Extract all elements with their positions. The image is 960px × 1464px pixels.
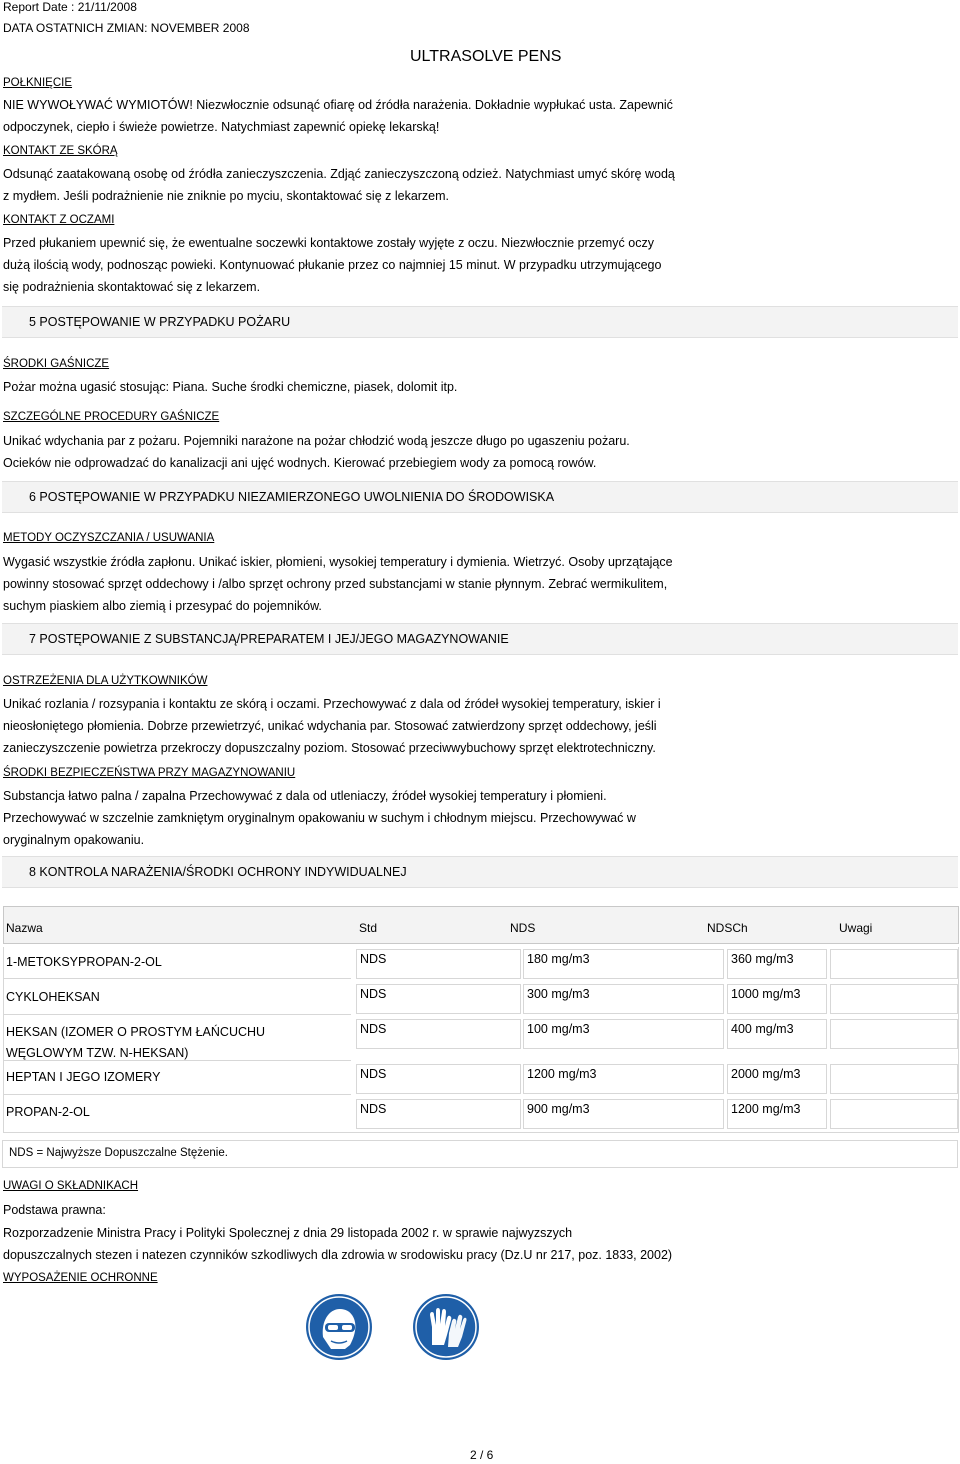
eye-contact-label: KONTAKT Z OCZAMI — [3, 214, 115, 226]
table-cell-nds: 300 mg/m3 — [523, 984, 724, 1014]
safety-goggles-icon — [305, 1293, 373, 1361]
table-cell-std: NDS — [356, 984, 521, 1014]
nds-footnote: NDS = Najwyższe Dopuszczalne Stężenie. — [9, 1147, 228, 1159]
legal-basis-line-1: Rozporzadzenie Ministra Pracy i Polityki Spolecznej z dnia 29 listopada 2002 r. w sprawie najwyzszych — [3, 1226, 573, 1240]
user-warnings-line-3: zanieczyszczenie powietrza przekroczy dopuszczalny poziom. Stosować przeciwwybuchowy sprzęt elektrotechniczny. — [3, 741, 656, 755]
cleanup-methods-line-1: Wygasić wszystkie źródła zapłonu. Unikać iskier, płomieni, wysokiej temperatury i dymienia. Wietrzyć. Osoby uprzątające — [3, 555, 673, 569]
table-cell-nds: 900 mg/m3 — [523, 1099, 724, 1129]
user-warnings-label: OSTRZEŻENIA DLA UŻYTKOWNIKÓW — [3, 675, 208, 687]
table-cell-uwagi — [830, 949, 958, 979]
ingestion-line-2: odpoczynek, ciepło i świeże powietrze. Natychmiast zapewnić opiekę lekarską! — [3, 120, 440, 134]
column-header-nds: NDS — [510, 921, 536, 935]
skin-contact-line-1: Odsunąć zaatakowaną osobę od źródła zanieczyszczenia. Zdjąć zanieczyszczoną odzież. Natychmiast umyć skórę wodą — [3, 167, 675, 181]
eye-contact-line-3: się podrażnienia skontaktować się z lekarzem. — [3, 280, 261, 294]
legal-basis-line-2: dopuszczalnych stezen i natezen czynników szkodliwych dla zdrowia w srodowisku pracy (Dz.U nr 217, poz. 1833, 2002) — [3, 1248, 673, 1262]
column-header-uwagi: Uwagi — [839, 921, 873, 935]
table-cell-ndsch: 400 mg/m3 — [727, 1019, 827, 1049]
storage-precautions-label: ŚRODKI BEZPIECZEŃSTWA PRZY MAGAZYNOWANIU — [3, 767, 296, 779]
cleanup-methods-label: METODY OCZYSZCZANIA / USUWANIA — [3, 532, 215, 544]
report-date: Report Date : 21/11/2008 — [3, 0, 137, 14]
user-warnings-line-2: nieosłoniętego płomienia. Dobrze przewietrzyć, unikać wdychania par. Stosować zatwierdzony sprzęt oddechowy, jeśli — [3, 719, 657, 733]
table-cell-ndsch: 1200 mg/m3 — [727, 1099, 827, 1129]
footnote-box — [2, 1140, 958, 1168]
table-cell-ndsch: 360 mg/m3 — [727, 949, 827, 979]
extinguishing-media-label: ŚRODKI GAŚNICZE — [3, 358, 110, 370]
ingestion-label: POŁKNIĘCIE — [3, 77, 73, 89]
firefighting-procedures-label: SZCZEGÓLNE PROCEDURY GAŚNICZE — [3, 411, 220, 423]
skin-contact-line-2: z mydłem. Jeśli podrażnienie nie zniknie po myciu, skontaktować się z lekarzem. — [3, 189, 450, 203]
section-7-title: 7 POSTĘPOWANIE Z SUBSTANCJĄ/PREPARATEM I JEJ/JEGO MAGAZYNOWANIE — [29, 632, 509, 646]
firefighting-procedures-line-2: Ocieków nie odprowadzać do kanalizacji ani ujęć wodnych. Kierować przebiegiem wody za pomocą rowów. — [3, 456, 597, 470]
legal-basis-label: Podstawa prawna: — [3, 1203, 106, 1217]
component-remarks-label: UWAGI O SKŁADNIKACH — [3, 1180, 139, 1192]
table-cell-name: CYKLOHEKSAN — [3, 981, 351, 1015]
cleanup-methods-line-2: powinny stosować sprzęt oddechowy i /albo sprzęt ochrony przed substancjami w stanie płynnym. Zebrać wermikulitem, — [3, 577, 668, 591]
table-cell-uwagi — [830, 1064, 958, 1094]
table-cell-name: HEPTAN I JEGO IZOMERY — [3, 1063, 351, 1095]
table-cell-uwagi — [830, 1019, 958, 1049]
table-cell-ndsch: 1000 mg/m3 — [727, 984, 827, 1014]
table-cell-name: HEKSAN (IZOMER O PROSTYM ŁAŃCUCHU WĘGLOWYM TZW. N-HEKSAN) — [3, 1017, 351, 1061]
table-cell-std: NDS — [356, 1019, 521, 1049]
cleanup-methods-line-3: suchym piaskiem albo ziemią i przesypać do pojemników. — [3, 599, 322, 613]
table-cell-uwagi — [830, 984, 958, 1014]
skin-contact-label: KONTAKT ZE SKÓRĄ — [3, 145, 118, 157]
table-cell-nds: 100 mg/m3 — [523, 1019, 724, 1049]
storage-precautions-line-3: oryginalnym opakowaniu. — [3, 833, 145, 847]
table-header-row — [3, 906, 959, 944]
table-cell-std: NDS — [356, 1064, 521, 1094]
extinguishing-media-text: Pożar można ugasić stosując: Piana. Suche środki chemiczne, piasek, dolomit itp. — [3, 380, 458, 394]
user-warnings-line-1: Unikać rozlania / rozsypania i kontaktu ze skórą i oczami. Przechowywać z dala od źródeł wysokiej temperatury, iskier i — [3, 697, 661, 711]
column-header-name: Nazwa — [6, 921, 43, 935]
table-cell-std: NDS — [356, 949, 521, 979]
section-5-header — [2, 306, 958, 338]
product-title: ULTRASOLVE PENS — [410, 48, 562, 65]
section-5-title: 5 POSTĘPOWANIE W PRZYPADKU POŻARU — [29, 315, 291, 329]
eye-contact-line-2: dużą ilością wody, podnosząc powieki. Kontynuować płukanie przez co najmniej 15 minut. W przypadku utrzymującego — [3, 258, 662, 272]
revision-date: DATA OSTATNICH ZMIAN: NOVEMBER 2008 — [3, 21, 250, 35]
storage-precautions-line-1: Substancja łatwo palna / zapalna Przechowywać z dala od utleniaczy, źródeł wysokiej temperatury i płomieni. — [3, 789, 607, 803]
section-7-header — [2, 623, 958, 655]
table-cell-std: NDS — [356, 1099, 521, 1129]
table-cell-nds: 180 mg/m3 — [523, 949, 724, 979]
section-6-header — [2, 481, 958, 513]
section-6-title: 6 POSTĘPOWANIE W PRZYPADKU NIEZAMIERZONEGO UWOLNIENIA DO ŚRODOWISKA — [29, 490, 555, 504]
protective-equipment-label: WYPOSAŻENIE OCHRONNE — [3, 1272, 158, 1284]
table-cell-name: 1-METOKSYPROPAN-2-OL — [3, 947, 351, 979]
table-cell-ndsch: 2000 mg/m3 — [727, 1064, 827, 1094]
table-cell-nds: 1200 mg/m3 — [523, 1064, 724, 1094]
table-cell-uwagi — [830, 1099, 958, 1129]
protective-gloves-icon — [412, 1293, 480, 1361]
page-number: 2 / 6 — [470, 1448, 494, 1462]
eye-contact-line-1: Przed płukaniem upewnić się, że ewentualne soczewki kontaktowe zostały wyjęte z oczu. Niezwłocznie przemyć oczy — [3, 236, 654, 250]
column-header-std: Std — [359, 921, 378, 935]
ingestion-line-1: NIE WYWOŁYWAĆ WYMIOTÓW! Niezwłocznie odsunąć ofiarę od źródła narażenia. Dokładnie wypłukać usta. Zapewnić — [3, 98, 673, 112]
storage-precautions-line-2: Przechowywać w szczelnie zamkniętym oryginalnym opakowaniu w suchym i chłodnym miejscu. Przechowywać w — [3, 811, 636, 825]
column-header-ndsch: NDSCh — [707, 921, 748, 935]
table-cell-name: PROPAN-2-OL — [6, 1105, 90, 1119]
section-8-header — [2, 856, 958, 888]
section-8-title: 8 KONTROLA NARAŻENIA/ŚRODKI OCHRONY INDYWIDUALNEJ — [29, 865, 407, 879]
firefighting-procedures-line-1: Unikać wdychania par z pożaru. Pojemniki narażone na pożar chłodzić wodą jeszcze długo po ugaszeniu pożaru. — [3, 434, 630, 448]
